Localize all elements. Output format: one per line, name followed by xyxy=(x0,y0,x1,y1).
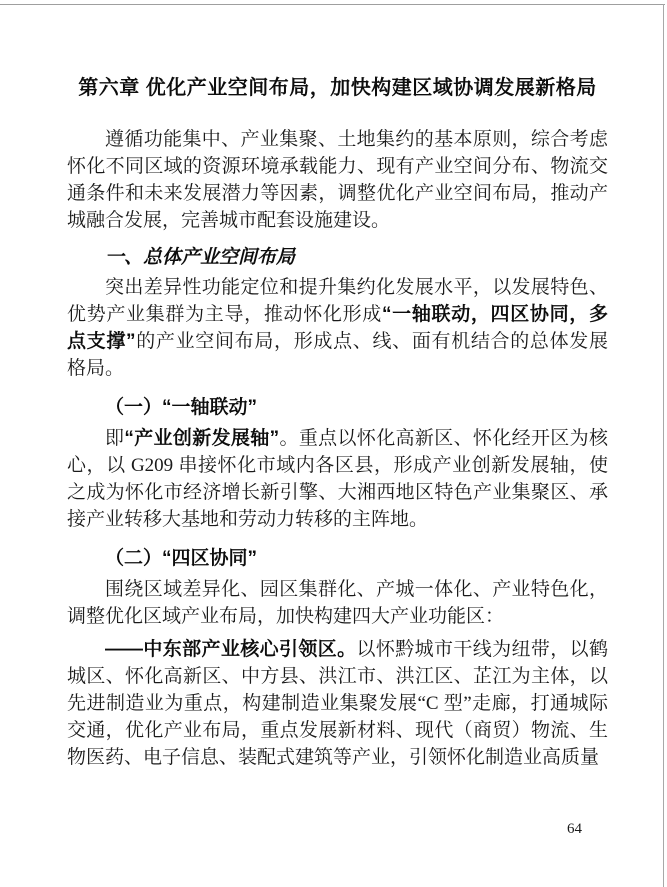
paragraph-one-axis-run-bold: “产业创新发展轴” xyxy=(124,428,280,449)
paragraph-overall-run-bold: “一轴联动，四区协同，多点支撑” xyxy=(67,304,608,352)
paragraph-one-axis xyxy=(67,425,608,533)
scan-edge-top xyxy=(0,4,665,5)
page-content xyxy=(67,74,608,771)
page-number: 64 xyxy=(567,821,582,837)
paragraph-one-axis-run-1: 即 xyxy=(105,428,125,449)
paragraph-four-zones-intro xyxy=(67,576,608,630)
paragraph-central-east-zone xyxy=(67,636,608,771)
paragraph-intro xyxy=(67,126,608,234)
subsection-heading-one-axis: （一）“一轴联动” xyxy=(105,397,258,418)
paragraph-overall-layout xyxy=(67,274,608,382)
paragraph-intro-text: 遵循功能集中、产业集聚、土地集约的基本原则，综合考虑怀化不同区域的资源环境承载能力、现有产业空间分布、物流交通条件和未来发展潜力等因素，调整优化产业空间布局，推动产城融合发展，完善城市配套设施建设。 xyxy=(67,129,608,231)
paragraph-overall-run-1: 突出差异性功能定位和提升集约化发展水平，以发展特色、优势产业集群为主导，推动怀化形成 xyxy=(67,277,608,325)
paragraph-one-axis-run-2: 。重点以怀化高新区、怀化经开区为核心，以 G209 串接怀化市域内各区县，形成产业创新发展轴，使之成为怀化市经济增长新引擎、大湘西地区特色产业集聚区、承接产业转移大基地和劳动力转移的主阵地。 xyxy=(67,428,608,530)
paragraph-overall-run-2: 的产业空间布局，形成点、线、面有机结合的总体发展格局。 xyxy=(67,331,608,379)
paragraph-central-east-zone-text: 以怀黔城市干线为纽带，以鹤城区、怀化高新区、中方县、洪江市、洪江区、芷江为主体，以先进制造业为重点，构建制造业集聚发展“C 型”走廊，打通城际交通，优化产业布局，重点发展新材料、现代（商贸）物流、生物医药、电子信息、装配式建筑等产业，引领怀化制造业高质量 xyxy=(67,639,608,768)
paragraph-four-zones-intro-text: 围绕区域差异化、园区集群化、产城一体化、产业特色化，调整优化区域产业布局，加快构建四大产业功能区： xyxy=(67,579,608,627)
scan-edge-right xyxy=(663,4,664,887)
paragraph-central-east-zone-lead-bold: ——中东部产业核心引领区。 xyxy=(105,639,357,660)
chapter-title: 第六章 优化产业空间布局，加快构建区域协调发展新格局 xyxy=(78,77,597,99)
section-heading-overall-layout: 一、总体产业空间布局 xyxy=(105,247,296,268)
subsection-heading-four-zones: （二）“四区协同” xyxy=(105,548,258,569)
